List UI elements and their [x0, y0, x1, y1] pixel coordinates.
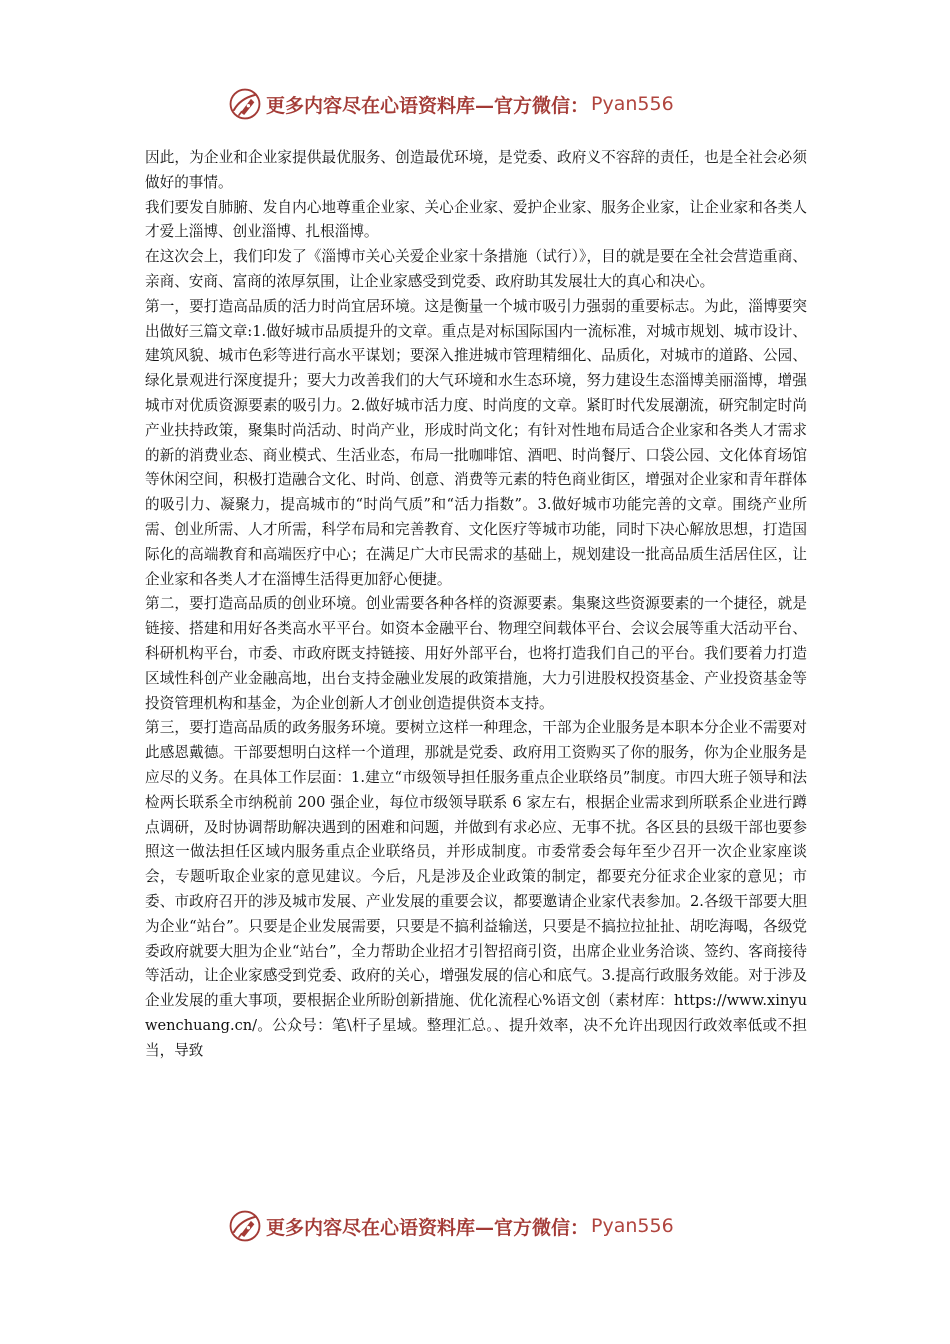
pen-nib-logo-icon [228, 87, 262, 121]
header-banner [228, 86, 728, 122]
paragraph: 第三，要打造高品质的政务服务环境。要树立这样一种理念，干部为企业服务是本职本分企业不需要对此感恩戴德。干部要想明白这样一个道理，那就是党委、政府用工资购买了你的服务，你为企业服务是应尽的义务。在具体工作层面：1.建立“市级领导担任服务重点企业联络员”制度。市四大班子领导和法检两长联系全市纳税前 200 强企业，每位市级领导联系 6 家左右，根据企业需求到所联系企业进行蹲点调研，及时协调帮助解决遇到的困难和问题，并做到有求必应、无事不扰。各区县的县级干部也要参照这一做法担任区域内服务重点企业联络员，并形成制度。市委常委会每年至少召开一次企业家座谈会，专题听取企业家的意见建议。今后，凡是涉及企业政策的制定，都要充分征求企业家的意见；市委、市政府召开的涉及城市发展、产业发展的重要会议，都要邀请企业家代表参加。2.各级干部要大胆为企业“站台”。只要是企业发展需要，只要是不搞利益输送，只要是不搞拉拉扯扯、胡吃海喝，各级党委政府就要大胆为企业“站台”，全力帮助企业招才引智招商引资，出席企业业务洽谈、签约、客商接待等活动，让企业家感受到党委、政府的关心，增强发展的信心和底气。3.提高行政服务效能。对于涉及企业发展的重大事项，要根据企业所盼创新措施、优化流程心%语文创（素材库：https://www.xinyuwenchuang.cn/。公众号：笔\杆子星域。整理汇总。、提升效率，决不允许出现因行政效率低或不担当，导致 [145, 719, 807, 1059]
paragraph: 因此，为企业和企业家提供最优服务、创造最优环境，是党委、政府义不容辞的责任，也是全社会必须做好的事情。 [145, 149, 807, 191]
footer-banner-handle: Pyan556 [591, 1215, 674, 1237]
footer-banner [228, 1208, 728, 1244]
document-body [145, 146, 807, 1063]
pen-nib-logo-icon [228, 1209, 262, 1243]
header-banner-handle: Pyan556 [591, 93, 674, 115]
header-banner-text: 更多内容尽在心语资料库—官方微信： [266, 94, 590, 117]
paragraph: 第一，要打造高品质的活力时尚宜居环境。这是衡量一个城市吸引力强弱的重要标志。为此，淄博要突出做好三篇文章:1.做好城市品质提升的文章。重点是对标国际国内一流标准，对城市规划、城市设计、建筑风貌、城市色彩等进行高水平谋划；要深入推进城市管理精细化、品质化，对城市的道路、公园、绿化景观进行深度提升；要大力改善我们的大气环境和水生态环境，努力建设生态淄博美丽淄博，增强城市对优质资源要素的吸引力。2.做好城市活力度、时尚度的文章。紧盯时代发展潮流，研究制定时尚产业扶持政策，聚集时尚活动、时尚产业，形成时尚文化；有针对性地布局适合企业家和各类人才需求的新的消费业态、商业模式、生活业态，布局一批咖啡馆、酒吧、时尚餐厅、口袋公园、文化体育场馆等休闲空间，积极打造融合文化、时尚、创意、消费等元素的特色商业街区，增强对企业家和青年群体的吸引力、凝聚力，提高城市的“时尚气质”和“活力指数”。3.做好城市功能完善的文章。围绕产业所需、创业所需、人才所需，科学布局和完善教育、文化医疗等城市功能，同时下决心解放思想，打造国际化的高端教育和高端医疗中心；在满足广大市民需求的基础上，规划建设一批高品质生活居住区，让企业家和各类人才在淄博生活得更加舒心便捷。 [145, 297, 807, 588]
paragraph: 第二，要打造高品质的创业环境。创业需要各种各样的资源要素。集聚这些资源要素的一个捷径，就是链接、搭建和用好各类高水平平台。如资本金融平台、物理空间载体平台、会议会展等重大活动平台、科研机构平台，市委、市政府既支持链接、用好外部平台，也将打造我们自己的平台。我们要着力打造区域性科创产业金融高地，出台支持金融业发展的政策措施，大力引进股权投资基金、产业投资基金等投资管理机构和基金，为企业创新人才创业创造提供资本支持。 [145, 595, 807, 712]
paragraph: 我们要发自肺腑、发自内心地尊重企业家、关心企业家、爱护企业家、服务企业家，让企业家和各类人才爱上淄博、创业淄博、扎根淄博。 [145, 198, 807, 241]
footer-banner-text: 更多内容尽在心语资料库—官方微信： [266, 1216, 590, 1239]
paragraph: 在这次会上，我们印发了《淄博市关心关爱企业家十条措施（试行）》，目的就是要在全社会营造重商、亲商、安商、富商的浓厚氛围，让企业家感受到党委、政府助其发展壮大的真心和决心。 [145, 248, 807, 290]
